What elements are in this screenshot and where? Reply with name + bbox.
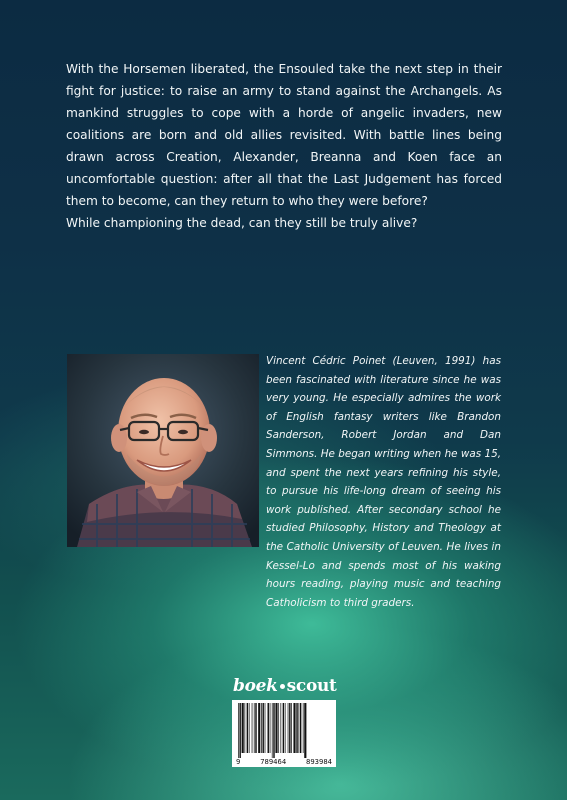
isbn-group-2: 893984 — [306, 757, 332, 766]
blurb-tagline: While championing the dead, can they still be truly alive? — [66, 216, 418, 230]
isbn-group-1: 789464 — [260, 757, 287, 766]
back-cover-blurb — [66, 58, 502, 234]
logo-text-scout: scout — [286, 676, 337, 696]
author-portrait-illustration — [67, 354, 259, 547]
author-photo — [67, 354, 259, 547]
isbn-first-digit: 9 — [236, 757, 241, 766]
isbn-barcode — [232, 700, 336, 767]
author-bio: Vincent Cédric Poinet (Leuven, 1991) has been fascinated with literature since he was very young. He especially admires the work of English fantasy writers like Brandon Sanderson, Robert Jordan and Dan Simmons. He began writing when he was 15, and spent the next years refining his style, to pursue his life-long dream of seeing his work published. After secondary school he studied Philosophy, History and Theology at the Catholic University of Leuven. He lives in Kessel-Lo and spends most of his waking hours reading, playing music and teaching Catholicism to third graders. — [266, 355, 501, 609]
isbn-number — [232, 757, 336, 766]
logo-text-boek: boek — [233, 676, 278, 696]
blurb-paragraph: With the Horsemen liberated, the Ensouled take the next step in their fight for justice: to raise an army to stand against the Archangels. As mankind struggles to cope with a horde of angelic invaders, new coalitions are born and old allies revisited. With battle lines being drawn across Creation, Alexander, Breanna and Koen face an uncomfortable question: after all that the Last Judgement has forced them to become, can they return to who they were before? — [66, 62, 502, 208]
barcode-bars-icon — [232, 700, 336, 758]
logo-dot-icon — [280, 684, 285, 689]
publisher-logo — [233, 676, 335, 698]
